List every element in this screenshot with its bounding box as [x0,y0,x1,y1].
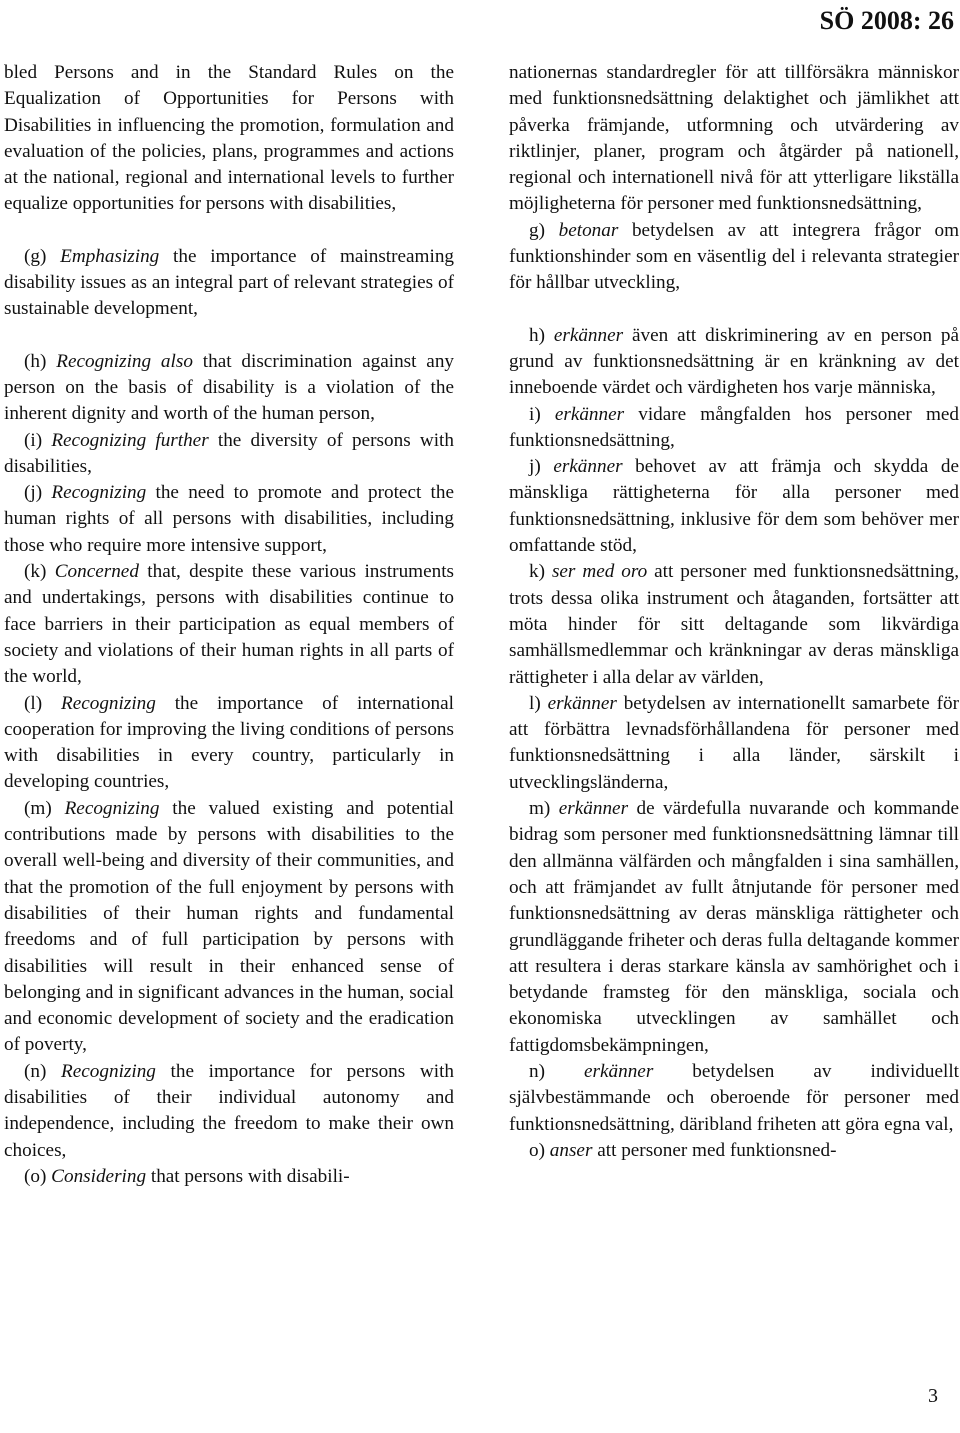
english-column [4,60,454,1190]
paragraph-l: (l) Recognizing the importance of international cooperation for improving the living conditions of persons with disabilities in every country, particularly in developing countries, [4,692,454,793]
paragraph-n: n) erkänner betydelsen av individuellt självbestämmande och oberoende för personer med funktionsnedsättning, däribland friheten att göra egna val, [509,1060,959,1135]
paragraph-k: (k) Concerned that, despite these various instruments and undertakings, persons with disabilities continue to face barriers in their participation as equal members of society and violations of their human rights in all parts of the world, [4,561,454,688]
paragraph-m: (m) Recognizing the valued existing and potential contributions made by persons with disabilities to the overall well-being and diversity of their communities, and that the promotion of the full enjoyment by persons with disabilities of their human rights and fundamental freedoms and of full participation by persons with disabilities will result in their enhanced sense of belonging and in significant advances in the human, social and economic development of society and the eradication of poverty, [4,797,454,1056]
swedish-column [509,60,959,1164]
paragraph-intro: bled Persons and in the Standard Rules on the Equalization of Opportunities for Persons with Disabilities in influencing the promotion, formulation and evaluation of the policies, plans, programmes and actions at the national, regional and international levels to further equalize opportunities for persons with disabilities, [4,62,454,215]
paragraph-m: m) erkänner de värdefulla nuvarande och kommande bidrag som personer med funktionsnedsättning lämnar till den allmänna välfärden och mångfalden i sina samhällen, och att främjandet av fullt åtnjutande för personer med funktionsnedsättning av deras mänskliga rättigheter och grundläggande friheter och deras fulla deltagande kommer att resultera i deras starkare känsla av samhörighet och i betydande framsteg för den mänskliga, sociala och ekonomiska utvecklingen av samhället och fattigdomsbekämpningen, [509,798,959,1056]
page-number: 3 [928,1385,938,1407]
paragraph-i: i) erkänner vidare mångfalden hos personer med funktionsnedsättning, [509,403,959,451]
paragraph-h: (h) Recognizing also that discrimination against any person on the basis of disability is a violation of the inherent dignity and worth of the human person, [4,350,455,425]
paragraph-g: (g) Emphasizing the importance of mainstreaming disability issues as an integral part of relevant strategies of sustainable development, [4,245,455,320]
paragraph-l: l) erkänner betydelsen av internationellt samarbete för att förbättra levnadsförhållandena för personer med funktionsnedsättning i alla länder, särskilt i utvecklingsländerna, [509,692,959,793]
paragraph-j: j) erkänner behovet av att främja och skydda de mänskliga rättigheterna för alla personer med funktionsnedsättning, inklusive för dem som behöver mer omfattande stöd, [509,456,959,557]
document-reference: SÖ 2008: 26 [819,6,954,35]
paragraph-n: (n) Recognizing the importance for persons with disabilities of their individual autonomy and independence, including the freedom to make their own choices, [4,1060,454,1161]
paragraph-k: k) ser med oro att personer med funktionsnedsättning, trots dessa olika instrument och åtaganden, fortsätter att möta hinder för sitt deltagande som likvärdiga samhällsmedlemmar och kränkningar av deras mänskliga rättigheter i alla delar av världen, [509,561,960,688]
paragraph-j: (j) Recognizing the need to promote and protect the human rights of all persons with disabilities, including those who require more intensive support, [4,482,454,556]
paragraph-i: (i) Recognizing further the diversity of persons with disabilities, [4,429,454,477]
paragraph-g: g) betonar betydelsen av att integrera frågor om funktionshinder som en väsentlig del i relevanta strategier för hållbar utveckling, [509,219,960,294]
paragraph-o: o) anser att personer med funktionsned- [529,1139,837,1161]
paragraph-h: h) erkänner även att diskriminering av en person på grund av funktionsnedsättning är en kränkning av det inneboende värdet och värdigheten hos varje människa, [509,324,959,399]
paragraph-intro: nationernas standardregler för att tillförsäkra människor med funktionsnedsättning delaktighet och jämlikhet att påverka främjande, utformning och utvärdering av riktlinjer, planer, program och åtgärder på nationell, regional och internationell nivå för att ytterligare likställa möjligheterna för personer med funktionsnedsättning, [509,62,959,215]
paragraph-o: (o) Considering that persons with disabili- [24,1165,350,1187]
